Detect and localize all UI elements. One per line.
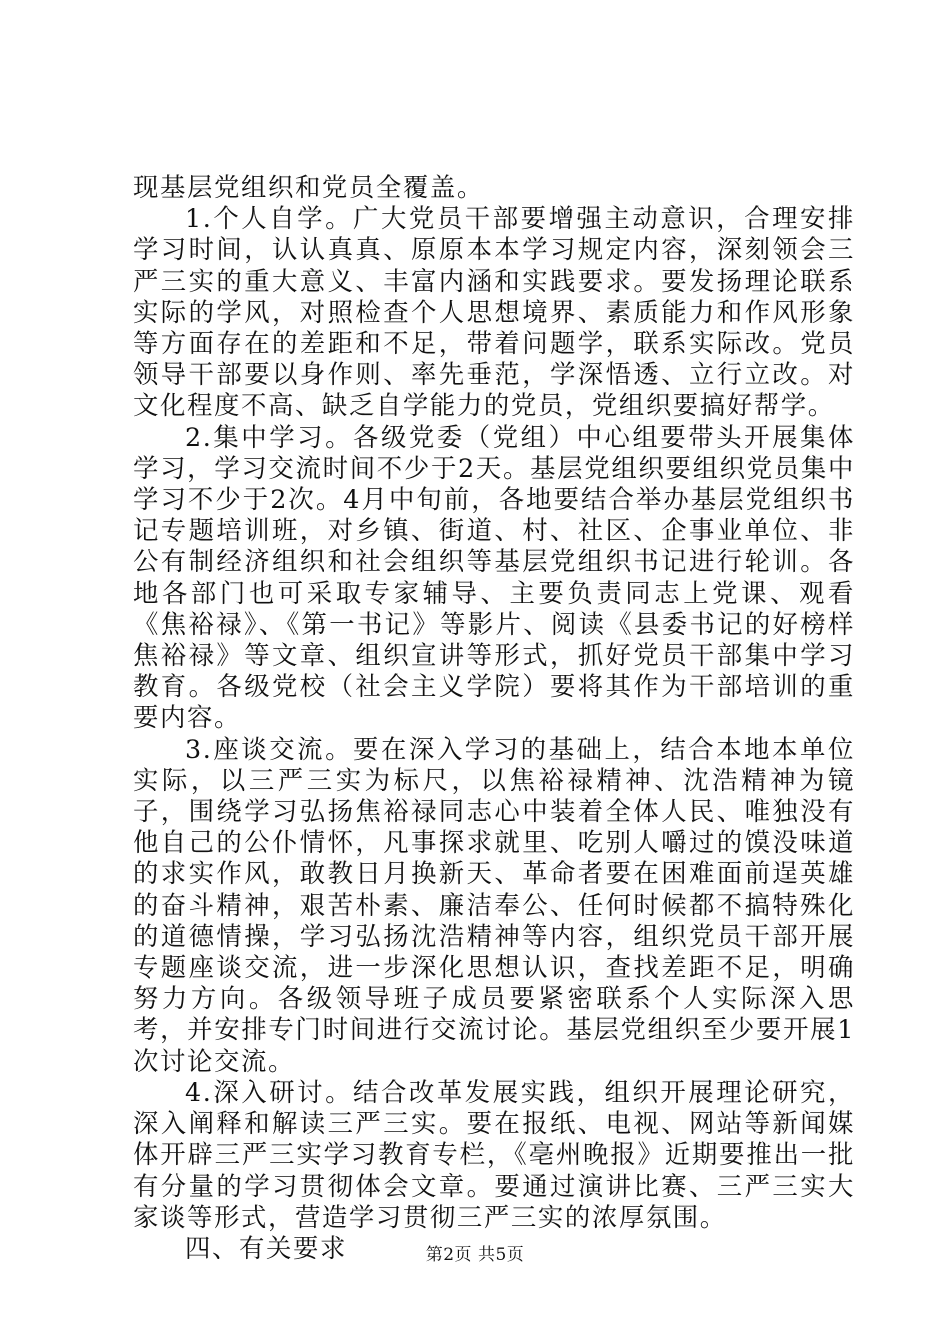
section-heading: 四、有关要求 xyxy=(185,1232,347,1263)
paragraph-group-study: 2.集中学习。各级党委（党组）中心组要带头开展集体学习，学习交流时间不少于2天。基层党组织要组织党员集中学习不少于2次。4月中旬前，各地要结合举办基层党组织书记专题培训班，对乡镇、街道、村、社区、企事业单位、非公有制经济组织和社会组织等基层党组织书记进行轮训。各地各部门也可采取专家辅导、主要负责同志上党课、观看《焦裕禄》、《第一书记》等影片、阅读《县委书记的好榜样焦裕禄》等文章、组织宣讲等形式，抓好党员干部集中学习教育。各级党校（社会主义学院）要将其作为干部培训的重要内容。 xyxy=(133,421,855,733)
page-number-footer: 第2页 共5页 xyxy=(425,1245,525,1265)
paragraph-discussion: 3.座谈交流。要在深入学习的基础上，结合本地本单位实际，以三严三实为标尺，以焦裕禄精神、沈浩精神为镜子，围绕学习弘扬焦裕禄同志心中装着全体人民、唯独没有他自己的公仆情怀，凡事探求就里、吃别人嚼过的馍没味道的求实作风，敢教日月换新天、革命者要在困难面前逞英雄的奋斗精神，艰苦朴素、廉洁奉公、任何时候都不搞特殊化的道德情操，学习弘扬沈浩精神等内容，组织党员干部开展专题座谈交流，进一步深化思想认识，查找差距不足，明确努力方向。各级领导班子成员要紧密联系个人实际深入思考，并安排专门时间进行交流讨论。基层党组织至少要开展1次讨论交流。 xyxy=(133,733,855,1076)
paragraph-self-study: 1.个人自学。广大党员干部要增强主动意识，合理安排学习时间，认认真真、原原本本学习规定内容，深刻领会三严三实的重大意义、丰富内涵和实践要求。要发扬理论联系实际的学风，对照检查个人思想境界、素质能力和作风形象等方面存在的差距和不足，带着问题学，联系实际改。党员领导干部要以身作则、率先垂范，学深悟透、立行立改。对文化程度不高、缺乏自学能力的党员，党组织要搞好帮学。 xyxy=(133,203,855,421)
document-body xyxy=(133,172,855,1264)
paragraph-research: 4.深入研讨。结合改革发展实践，组织开展理论研究，深入阐释和解读三严三实。要在报纸、电视、网站等新闻媒体开辟三严三实学习教育专栏，《亳州晚报》近期要推出一批有分量的学习贯彻体会文章。要通过演讲比赛、三严三实大家谈等形式，营造学习贯彻三严三实的浓厚氛围。 xyxy=(133,1076,855,1232)
paragraph-continuation: 现基层党组织和党员全覆盖。 xyxy=(133,172,484,202)
